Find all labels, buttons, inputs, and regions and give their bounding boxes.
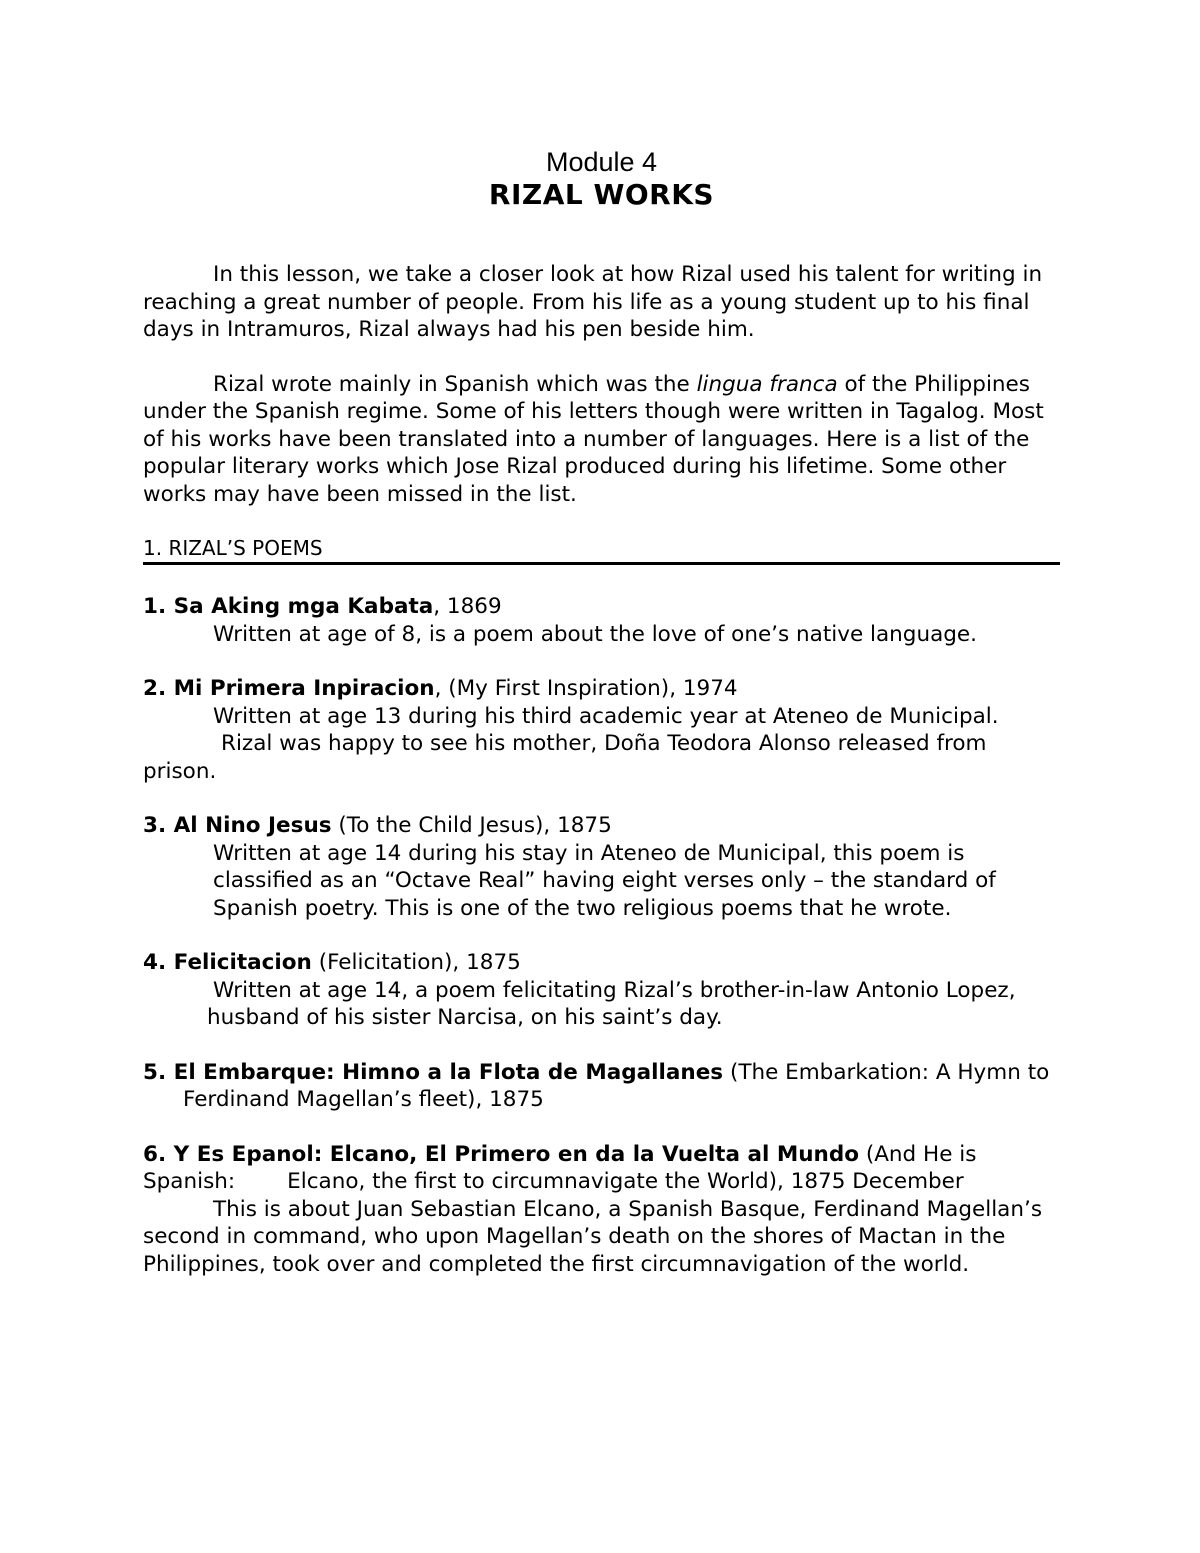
- poem-item: [143, 812, 1060, 922]
- poem-heading: [143, 1141, 1060, 1196]
- poem-title: Mi Primera Inpiracion: [173, 676, 435, 701]
- poem-title: Y Es Epanol: Elcano, El Primero en da la Vuelta al Mundo: [173, 1141, 859, 1167]
- intro-section: [143, 261, 1060, 508]
- poem-list: [143, 593, 1060, 1278]
- poem-title: Al Nino Jesus: [173, 813, 332, 838]
- poem-info: (And He is Spanish:: [143, 1141, 977, 1194]
- poem-heading: [143, 949, 1060, 977]
- poem-info: Elcano, the first to circumnavigate the World), 1875 December: [287, 1169, 964, 1194]
- poem-info: (The Embarkation: A Hymn to: [723, 1059, 1050, 1085]
- poem-info: , (My First Inspiration), 1974: [434, 676, 738, 701]
- document-title: RIZAL WORKS: [488, 178, 715, 211]
- poem-description-part: Written at age 14, a poem felicitating Rizal’s brother-in-law Antonio Lopez,: [213, 977, 1016, 1003]
- poem-description-part: Written at age 13 during his third academic year at Ateneo de Municipal.: [213, 703, 999, 729]
- poem-info: (To the Child Jesus), 1875: [331, 813, 612, 838]
- poem-description-part: husband of his sister Narcisa, on his saint’s day.: [207, 1005, 723, 1030]
- intro-paragraph-1: In this lesson, we take a closer look at how Rizal used his talent for writing in reaching a great number of people. From his life as a young student up to his final days in Intramuros, Rizal always had his pen beside him.: [143, 262, 1043, 342]
- poem-heading: [143, 1059, 1060, 1114]
- poem-info: , 1869: [433, 594, 502, 619]
- poem-description-part: Philippines, took over and completed the first circumnavigation of the world.: [143, 1251, 970, 1277]
- poem-title: Felicitacion: [173, 950, 312, 975]
- poem-description: Written at age of 8, is a poem about the love of one’s native language.: [213, 621, 977, 647]
- poem-number: 6.: [143, 1141, 167, 1167]
- intro-paragraph-2: [143, 371, 1060, 509]
- poem-number: 4.: [143, 950, 167, 975]
- poem-item: [143, 675, 1060, 785]
- poem-item: [143, 1059, 1060, 1114]
- poem-title: El Embarque: Himno a la Flota de Magallanes: [173, 1059, 724, 1085]
- poem-title: Sa Aking mga Kabata: [173, 594, 434, 619]
- poem-description-part: Rizal was happy to see his mother, Doña Teodora Alonso released from prison.: [143, 731, 987, 784]
- poem-description: [143, 703, 1060, 786]
- poem-description: Written at age 14 during his stay in Ateneo de Municipal, this poem is classified as an “Octave Real” having eight verses only – the standard of Spanish poetry. This is one of the two religious poems that he wrote.: [213, 840, 996, 921]
- poem-description: [143, 977, 1060, 1032]
- poem-heading: [143, 812, 1060, 840]
- poem-description-part: This is about Juan Sebastian Elcano, a Spanish Basque, Ferdinand Magellan’s second in command, who upon Magellan’s death on the shores of Mactan in the: [143, 1196, 1043, 1249]
- poem-heading: [143, 593, 1060, 621]
- poem-info: (Felicitation), 1875: [311, 950, 521, 975]
- poem-info: Ferdinand Magellan’s fleet), 1875: [183, 1087, 544, 1112]
- poem-number: 5.: [143, 1059, 167, 1085]
- poem-item: [143, 1141, 1060, 1279]
- poem-number: 1.: [143, 594, 167, 619]
- poem-item: [143, 593, 1060, 648]
- section-heading-poems: 1. RIZAL’S POEMS: [143, 535, 1060, 565]
- poem-number: 3.: [143, 813, 167, 838]
- lingua-franca-term: lingua franca: [696, 371, 838, 397]
- module-label: Module 4: [545, 147, 658, 177]
- document-page: [143, 140, 1060, 1278]
- poem-number: 2.: [143, 676, 167, 701]
- poem-heading: [143, 675, 1060, 703]
- intro-p2-after: of the Philippines under the Spanish regime. Some of his letters though were written in Tagalog. Most of his works have been translated into a number of languages. Here is a list of the popular literary works which Jose Rizal produced during his lifetime. Some other works may have been missed in the list.: [143, 371, 1044, 507]
- poem-item: [143, 949, 1060, 1032]
- intro-p2-before: Rizal wrote mainly in Spanish which was the: [213, 371, 697, 397]
- poem-description: [143, 1196, 1060, 1279]
